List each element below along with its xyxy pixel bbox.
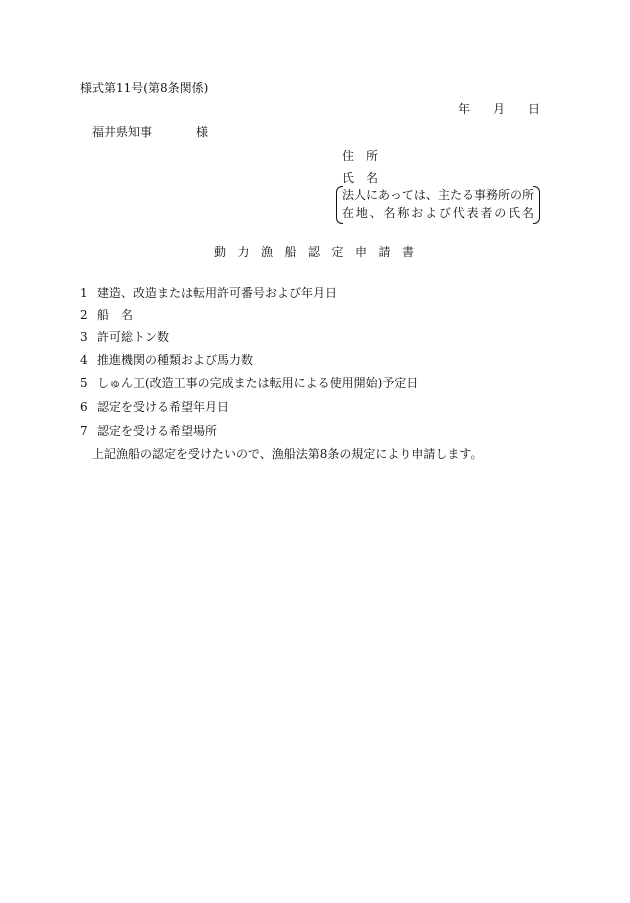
item-label: 推進機関の種類および馬力数 [97,353,254,367]
item-number: 7 [80,424,88,438]
item-label: 船名 [97,308,146,322]
list-item [80,425,217,437]
list-item [80,287,337,299]
date-month-label: 月 [493,102,506,116]
list-item [80,331,169,343]
document-title: 動力漁船認定申請書 [214,245,414,259]
item-number: 3 [80,330,88,344]
corporate-note-line-1: 法人にあっては、主たる事務所の所 [342,188,534,202]
addressee-honorific: 様 [196,125,209,139]
item-label: 認定を受ける希望場所 [97,424,218,438]
addressee-name: 福井県知事 [92,125,153,139]
item-number: 6 [80,400,88,414]
item-number: 4 [80,353,88,367]
list-item [80,309,145,321]
corporate-note-line-2: 在地、名称および代表者の氏名 [342,206,534,220]
applicant-name-label: 氏名 [342,171,391,185]
list-item [80,401,229,413]
date-day-label: 日 [528,102,541,116]
list-item [80,354,253,366]
corporate-note [336,186,540,224]
date-year-label: 年 [458,102,471,116]
item-label: しゅん工(改造工事の完成または転用による使用開始)予定日 [97,376,419,390]
item-number: 5 [80,376,88,390]
item-number: 1 [80,286,88,300]
item-label: 許可総トン数 [97,330,170,344]
right-bracket [533,186,540,224]
item-number: 2 [80,308,88,322]
date-row [458,103,540,117]
item-label: 建造、改造または転用許可番号および年月日 [97,286,338,300]
form-number: 様式第11号(第8条関係) [80,81,209,95]
applicant-address-label: 住所 [342,149,391,163]
list-item [80,377,418,389]
closing-statement: 上記漁船の認定を受けたいので、漁船法第8条の規定により申請します。 [92,447,483,461]
item-label: 認定を受ける希望年月日 [97,400,230,414]
